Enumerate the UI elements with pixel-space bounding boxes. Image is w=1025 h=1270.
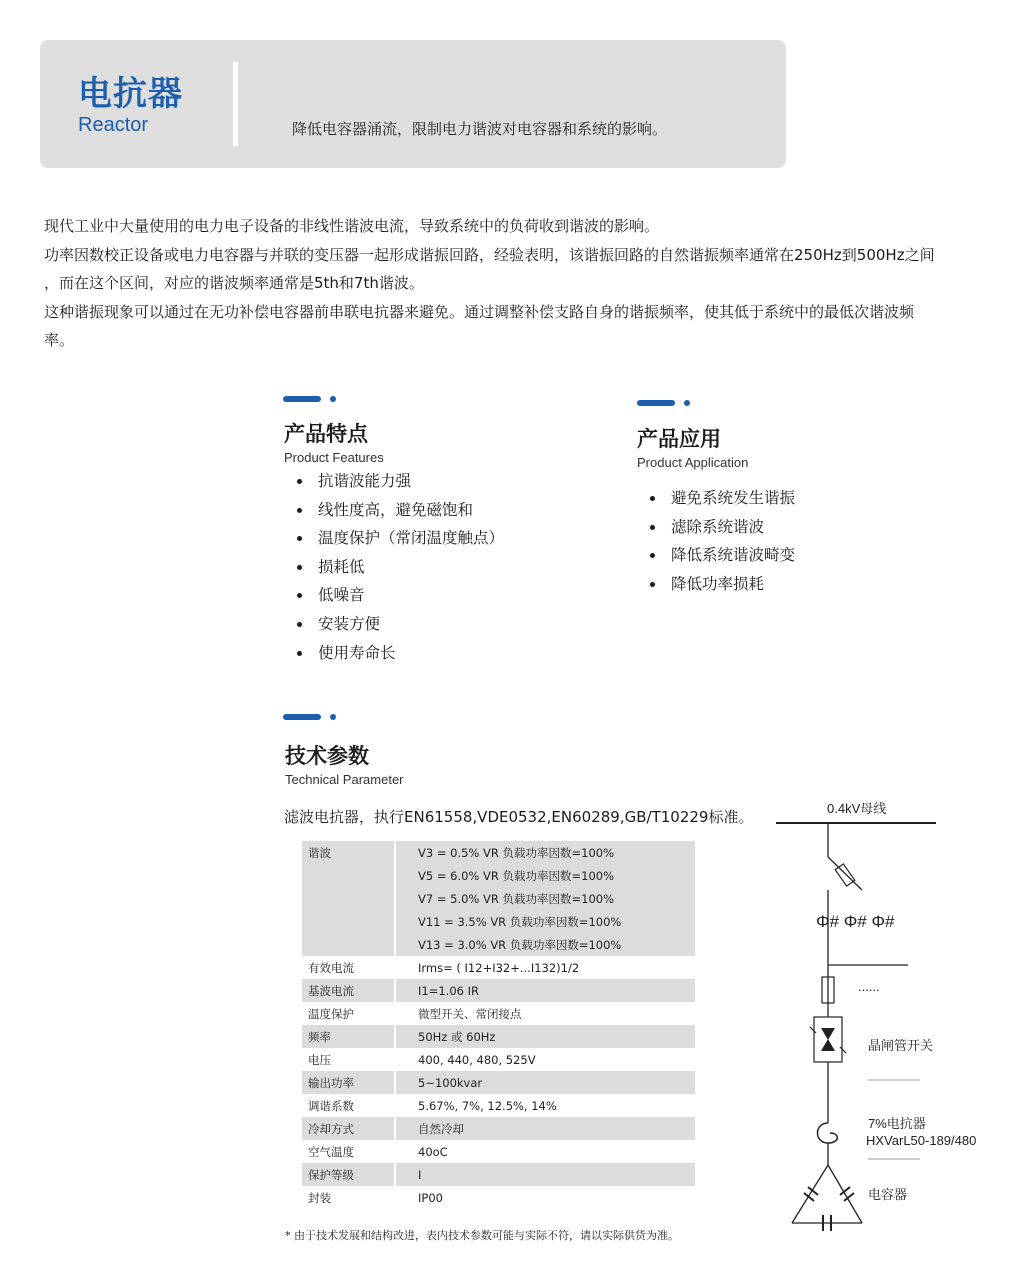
param-value: 微型开关、常闭接点 xyxy=(395,1002,695,1025)
banner-divider xyxy=(233,62,238,146)
param-value: 50Hz 或 60Hz xyxy=(395,1025,695,1048)
dots-label: ...... xyxy=(858,979,880,994)
param-label: 基波电流 xyxy=(302,979,395,1002)
param-value: V7 = 5.0% VR 负载功率因数=100% xyxy=(395,887,695,910)
param-label: 空气温度 xyxy=(308,1144,354,1159)
fuse-symbol xyxy=(828,857,862,890)
features-subtitle: Product Features xyxy=(284,450,384,465)
param-label: 保护等级 xyxy=(302,1163,395,1186)
page-subtitle: Reactor xyxy=(78,114,149,136)
list-item: 避免系统发生谐振 xyxy=(637,484,795,513)
technical-title: 技术参数 xyxy=(285,744,369,768)
table-row xyxy=(302,956,695,979)
intro-line: ，而在这个区间，对应的谐波频率通常是5th和7th谐波。 xyxy=(44,274,424,292)
features-list xyxy=(284,467,504,667)
list-item: 损耗低 xyxy=(284,553,504,582)
capacitor-label: 电容器 xyxy=(868,1187,908,1202)
table-row xyxy=(302,1117,695,1140)
reactor-icon xyxy=(818,1123,838,1143)
list-item: 抗谐波能力强 xyxy=(284,467,504,496)
thyristor-icon xyxy=(810,1017,846,1062)
capacitor-icon xyxy=(792,1165,862,1231)
param-label: 频率 xyxy=(302,1025,395,1048)
param-label: 有效电流 xyxy=(308,960,354,975)
table-row xyxy=(302,979,695,1002)
param-value: 5~100kvar xyxy=(395,1071,695,1094)
param-label: 输出功率 xyxy=(302,1071,395,1094)
header-banner xyxy=(40,40,786,168)
list-item: 安装方便 xyxy=(284,610,504,639)
param-value: 5.67%, 7%, 12.5%, 14% xyxy=(395,1094,695,1117)
list-item: 降低系统谐波畸变 xyxy=(637,541,795,570)
standard-statement: 滤波电抗器，执行EN61558,VDE0532,EN60289,GB/T10229标准。 xyxy=(284,808,754,826)
param-value: 40oC xyxy=(395,1140,695,1163)
application-list xyxy=(637,484,795,598)
reactor-model: HXVarL50-189/480 xyxy=(866,1133,977,1148)
list-item: 使用寿命长 xyxy=(284,639,504,668)
list-item: 低噪音 xyxy=(284,581,504,610)
table-row xyxy=(302,1048,695,1071)
technical-subtitle: Technical Parameter xyxy=(285,772,404,787)
intro-line: 这种谐振现象可以通过在无功补偿电容器前串联电抗器来避免。通过调整补偿支路自身的谐振频率，使其低于系统中的最低次谐波频 xyxy=(44,302,915,321)
application-title: 产品应用 xyxy=(637,427,721,451)
ct-label: Φ# Φ# Φ# xyxy=(816,912,895,931)
param-value: V3 = 0.5% VR 负载功率因数=100% xyxy=(395,841,695,864)
param-value: I1=1.06 IR xyxy=(395,979,695,1002)
intro-line: 功率因数校正设备或电力电容器与并联的变压器一起形成谐振回路，经验表明，该谐振回路的自然谐振频率通常在250Hz到500Hz之间 xyxy=(44,245,935,264)
param-value: 400, 440, 480, 525V xyxy=(395,1048,695,1071)
param-label: 谐波 xyxy=(302,841,395,864)
param-value: IP00 xyxy=(395,1186,695,1209)
param-label: 冷却方式 xyxy=(302,1117,395,1140)
bus-label: 0.4kV母线 xyxy=(827,801,887,816)
table-row xyxy=(302,841,695,864)
thyristor-label: 晶闸管开关 xyxy=(868,1038,934,1053)
param-value: V5 = 6.0% VR 负载功率因数=100% xyxy=(395,864,695,887)
features-title: 产品特点 xyxy=(284,422,368,446)
intro-line: 率。 xyxy=(44,331,75,349)
table-row xyxy=(302,1094,695,1117)
intro-line: 现代工业中大量使用的电力电子设备的非线性谐波电流，导致系统中的负荷收到谐波的影响。 xyxy=(44,217,660,235)
table-row xyxy=(302,933,695,956)
application-subtitle: Product Application xyxy=(637,455,749,470)
circuit-diagram xyxy=(770,795,1010,1240)
param-value: V11 = 3.5% VR 负载功率因数=100% xyxy=(395,910,695,933)
table-row xyxy=(302,887,695,910)
param-label: 电压 xyxy=(308,1052,331,1067)
list-item: 滤除系统谐波 xyxy=(637,513,795,542)
table-row xyxy=(302,1002,695,1025)
param-label: 温度保护 xyxy=(308,1006,354,1021)
list-item: 线性度高，避免磁饱和 xyxy=(284,496,504,525)
parameter-table xyxy=(302,841,695,1209)
footnote: * 由于技术发展和结构改进，表内技术参数可能与实际不符，请以实际供货为准。 xyxy=(285,1229,679,1242)
banner-description: 降低电容器涌流，限制电力谐波对电容器和系统的影响。 xyxy=(292,120,668,138)
intro-paragraph xyxy=(44,212,984,355)
param-label: 调谐系数 xyxy=(308,1098,354,1113)
param-value: I xyxy=(395,1163,695,1186)
list-item: 降低功率损耗 xyxy=(637,570,795,599)
page-title: 电抗器 xyxy=(78,74,183,114)
param-label: 封装 xyxy=(308,1190,331,1205)
table-row xyxy=(302,1071,695,1094)
table-row xyxy=(302,910,695,933)
list-item: 温度保护（常闭温度触点） xyxy=(284,524,504,553)
table-row xyxy=(302,1163,695,1186)
reactor-label: 7%电抗器 xyxy=(868,1116,926,1131)
table-row xyxy=(302,1025,695,1048)
table-row xyxy=(302,864,695,887)
table-row xyxy=(302,1186,695,1209)
param-value: Irms= ( I12+I32+...I132)1/2 xyxy=(395,956,695,979)
table-row xyxy=(302,1140,695,1163)
param-value: V13 = 3.0% VR 负载功率因数=100% xyxy=(395,933,695,956)
param-value: 自然冷却 xyxy=(395,1117,695,1140)
